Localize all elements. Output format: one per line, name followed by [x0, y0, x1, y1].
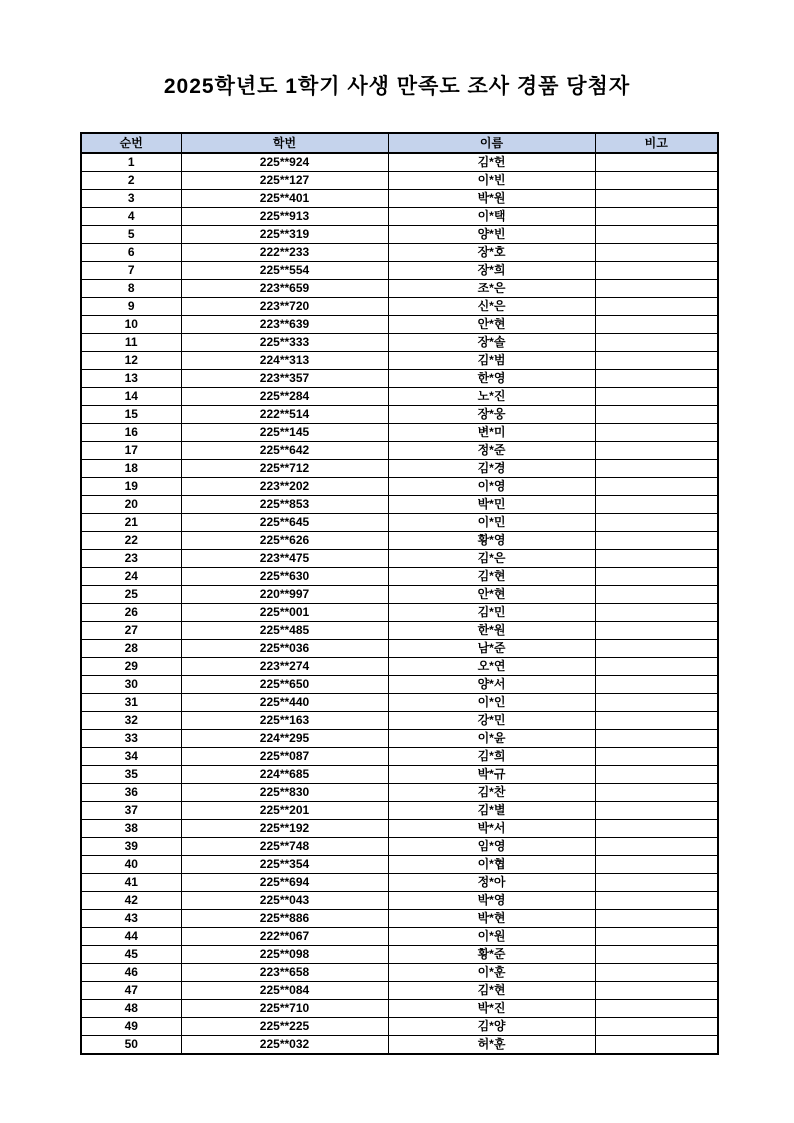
- name-cell: 박*진: [388, 1000, 595, 1018]
- student-id-cell: 225**440: [181, 694, 388, 712]
- remark-cell: [595, 442, 718, 460]
- column-header-student-id: 학번: [181, 133, 388, 153]
- remark-cell: [595, 406, 718, 424]
- table-row: [81, 532, 718, 550]
- seq-cell: 4: [81, 208, 181, 226]
- student-id-cell: 225**913: [181, 208, 388, 226]
- student-id-cell: 225**192: [181, 820, 388, 838]
- seq-cell: 28: [81, 640, 181, 658]
- remark-cell: [595, 478, 718, 496]
- remark-cell: [595, 496, 718, 514]
- remark-cell: [595, 153, 718, 172]
- remark-cell: [595, 208, 718, 226]
- name-cell: 김*은: [388, 550, 595, 568]
- seq-cell: 13: [81, 370, 181, 388]
- seq-cell: 45: [81, 946, 181, 964]
- student-id-cell: 225**748: [181, 838, 388, 856]
- seq-cell: 36: [81, 784, 181, 802]
- seq-cell: 29: [81, 658, 181, 676]
- student-id-cell: 223**720: [181, 298, 388, 316]
- table-row: [81, 550, 718, 568]
- remark-cell: [595, 316, 718, 334]
- seq-cell: 5: [81, 226, 181, 244]
- name-cell: 김*별: [388, 802, 595, 820]
- remark-cell: [595, 964, 718, 982]
- seq-cell: 9: [81, 298, 181, 316]
- student-id-cell: 225**145: [181, 424, 388, 442]
- name-cell: 박*영: [388, 892, 595, 910]
- seq-cell: 41: [81, 874, 181, 892]
- student-id-cell: 225**626: [181, 532, 388, 550]
- student-id-cell: 225**201: [181, 802, 388, 820]
- seq-cell: 24: [81, 568, 181, 586]
- seq-cell: 20: [81, 496, 181, 514]
- table-row: [81, 838, 718, 856]
- table-row: [81, 802, 718, 820]
- name-cell: 김*경: [388, 460, 595, 478]
- table-row: [81, 1036, 718, 1055]
- seq-cell: 22: [81, 532, 181, 550]
- table-row: [81, 478, 718, 496]
- winners-table: [80, 132, 719, 1055]
- seq-cell: 37: [81, 802, 181, 820]
- remark-cell: [595, 244, 718, 262]
- student-id-cell: 225**032: [181, 1036, 388, 1055]
- remark-cell: [595, 784, 718, 802]
- remark-cell: [595, 838, 718, 856]
- name-cell: 박*서: [388, 820, 595, 838]
- name-cell: 이*민: [388, 514, 595, 532]
- name-cell: 이*영: [388, 478, 595, 496]
- name-cell: 김*양: [388, 1018, 595, 1036]
- name-cell: 박*민: [388, 496, 595, 514]
- remark-cell: [595, 460, 718, 478]
- remark-cell: [595, 676, 718, 694]
- name-cell: 양*빈: [388, 226, 595, 244]
- student-id-cell: 223**658: [181, 964, 388, 982]
- table-row: [81, 982, 718, 1000]
- student-id-cell: 225**001: [181, 604, 388, 622]
- seq-cell: 14: [81, 388, 181, 406]
- remark-cell: [595, 748, 718, 766]
- student-id-cell: 225**127: [181, 172, 388, 190]
- remark-cell: [595, 946, 718, 964]
- column-header-name: 이름: [388, 133, 595, 153]
- name-cell: 박*현: [388, 910, 595, 928]
- seq-cell: 30: [81, 676, 181, 694]
- table-row: [81, 514, 718, 532]
- remark-cell: [595, 550, 718, 568]
- student-id-cell: 220**997: [181, 586, 388, 604]
- seq-cell: 50: [81, 1036, 181, 1055]
- table-row: [81, 568, 718, 586]
- seq-cell: 10: [81, 316, 181, 334]
- seq-cell: 42: [81, 892, 181, 910]
- table-row: [81, 658, 718, 676]
- student-id-cell: 223**475: [181, 550, 388, 568]
- remark-cell: [595, 928, 718, 946]
- student-id-cell: 225**642: [181, 442, 388, 460]
- seq-cell: 12: [81, 352, 181, 370]
- table-row: [81, 280, 718, 298]
- remark-cell: [595, 1036, 718, 1055]
- name-cell: 조*은: [388, 280, 595, 298]
- remark-cell: [595, 298, 718, 316]
- seq-cell: 44: [81, 928, 181, 946]
- seq-cell: 26: [81, 604, 181, 622]
- student-id-cell: 225**084: [181, 982, 388, 1000]
- seq-cell: 32: [81, 712, 181, 730]
- student-id-cell: 224**295: [181, 730, 388, 748]
- name-cell: 한*원: [388, 622, 595, 640]
- table-row: [81, 226, 718, 244]
- remark-cell: [595, 874, 718, 892]
- remark-cell: [595, 658, 718, 676]
- seq-cell: 7: [81, 262, 181, 280]
- name-cell: 임*영: [388, 838, 595, 856]
- name-cell: 남*준: [388, 640, 595, 658]
- seq-cell: 15: [81, 406, 181, 424]
- seq-cell: 8: [81, 280, 181, 298]
- student-id-cell: 225**098: [181, 946, 388, 964]
- student-id-cell: 224**313: [181, 352, 388, 370]
- name-cell: 노*진: [388, 388, 595, 406]
- seq-cell: 49: [81, 1018, 181, 1036]
- table-row: [81, 622, 718, 640]
- table-row: [81, 640, 718, 658]
- student-id-cell: 225**036: [181, 640, 388, 658]
- page-title: 2025학년도 1학기 사생 만족도 조사 경품 당첨자: [163, 75, 631, 98]
- name-cell: 김*찬: [388, 784, 595, 802]
- name-cell: 장*웅: [388, 406, 595, 424]
- name-cell: 이*인: [388, 694, 595, 712]
- student-id-cell: 225**830: [181, 784, 388, 802]
- name-cell: 이*훈: [388, 964, 595, 982]
- table-row: [81, 388, 718, 406]
- student-id-cell: 222**067: [181, 928, 388, 946]
- column-header-seq: 순번: [81, 133, 181, 153]
- table-row: [81, 424, 718, 442]
- student-id-cell: 225**319: [181, 226, 388, 244]
- remark-cell: [595, 586, 718, 604]
- student-id-cell: 224**685: [181, 766, 388, 784]
- remark-cell: [595, 712, 718, 730]
- remark-cell: [595, 622, 718, 640]
- student-id-cell: 225**554: [181, 262, 388, 280]
- table-row: [81, 910, 718, 928]
- name-cell: 오*연: [388, 658, 595, 676]
- student-id-cell: 225**694: [181, 874, 388, 892]
- remark-cell: [595, 280, 718, 298]
- seq-cell: 16: [81, 424, 181, 442]
- remark-cell: [595, 1000, 718, 1018]
- name-cell: 변*미: [388, 424, 595, 442]
- table-row: [81, 370, 718, 388]
- table-body: [81, 153, 718, 1054]
- remark-cell: [595, 172, 718, 190]
- seq-cell: 40: [81, 856, 181, 874]
- student-id-cell: 225**401: [181, 190, 388, 208]
- remark-cell: [595, 730, 718, 748]
- remark-cell: [595, 910, 718, 928]
- remark-cell: [595, 568, 718, 586]
- student-id-cell: 223**639: [181, 316, 388, 334]
- student-id-cell: 223**357: [181, 370, 388, 388]
- remark-cell: [595, 262, 718, 280]
- seq-cell: 21: [81, 514, 181, 532]
- student-id-cell: 225**924: [181, 153, 388, 172]
- student-id-cell: 225**163: [181, 712, 388, 730]
- remark-cell: [595, 604, 718, 622]
- student-id-cell: 222**233: [181, 244, 388, 262]
- student-id-cell: 225**645: [181, 514, 388, 532]
- name-cell: 박*원: [388, 190, 595, 208]
- remark-cell: [595, 190, 718, 208]
- name-cell: 김*현: [388, 568, 595, 586]
- name-cell: 강*민: [388, 712, 595, 730]
- table-row: [81, 730, 718, 748]
- student-id-cell: 223**202: [181, 478, 388, 496]
- seq-cell: 6: [81, 244, 181, 262]
- table-row: [81, 190, 718, 208]
- remark-cell: [595, 892, 718, 910]
- table-row: [81, 244, 718, 262]
- table-row: [81, 586, 718, 604]
- remark-cell: [595, 694, 718, 712]
- name-cell: 김*현: [388, 982, 595, 1000]
- name-cell: 정*아: [388, 874, 595, 892]
- name-cell: 황*영: [388, 532, 595, 550]
- seq-cell: 19: [81, 478, 181, 496]
- student-id-cell: 225**630: [181, 568, 388, 586]
- table-row: [81, 676, 718, 694]
- seq-cell: 3: [81, 190, 181, 208]
- seq-cell: 2: [81, 172, 181, 190]
- table-row: [81, 316, 718, 334]
- remark-cell: [595, 982, 718, 1000]
- name-cell: 양*서: [388, 676, 595, 694]
- table-row: [81, 208, 718, 226]
- name-cell: 이*빈: [388, 172, 595, 190]
- seq-cell: 34: [81, 748, 181, 766]
- student-id-cell: 225**650: [181, 676, 388, 694]
- seq-cell: 38: [81, 820, 181, 838]
- student-id-cell: 225**354: [181, 856, 388, 874]
- name-cell: 안*현: [388, 316, 595, 334]
- name-cell: 장*호: [388, 244, 595, 262]
- student-id-cell: 223**274: [181, 658, 388, 676]
- remark-cell: [595, 1018, 718, 1036]
- seq-cell: 47: [81, 982, 181, 1000]
- table-row: [81, 442, 718, 460]
- seq-cell: 48: [81, 1000, 181, 1018]
- remark-cell: [595, 802, 718, 820]
- student-id-cell: 225**886: [181, 910, 388, 928]
- remark-cell: [595, 514, 718, 532]
- name-cell: 이*윤: [388, 730, 595, 748]
- student-id-cell: 225**485: [181, 622, 388, 640]
- name-cell: 신*은: [388, 298, 595, 316]
- seq-cell: 17: [81, 442, 181, 460]
- table-row: [81, 712, 718, 730]
- seq-cell: 43: [81, 910, 181, 928]
- name-cell: 허*훈: [388, 1036, 595, 1055]
- table-row: [81, 766, 718, 784]
- name-cell: 김*범: [388, 352, 595, 370]
- remark-cell: [595, 532, 718, 550]
- student-id-cell: 225**043: [181, 892, 388, 910]
- remark-cell: [595, 334, 718, 352]
- seq-cell: 18: [81, 460, 181, 478]
- name-cell: 김*민: [388, 604, 595, 622]
- student-id-cell: 223**659: [181, 280, 388, 298]
- table-row: [81, 928, 718, 946]
- seq-cell: 33: [81, 730, 181, 748]
- table-row: [81, 964, 718, 982]
- table-row: [81, 820, 718, 838]
- table-row: [81, 262, 718, 280]
- remark-cell: [595, 856, 718, 874]
- seq-cell: 25: [81, 586, 181, 604]
- remark-cell: [595, 424, 718, 442]
- table-row: [81, 153, 718, 172]
- header-row: [81, 133, 718, 153]
- remark-cell: [595, 226, 718, 244]
- name-cell: 박*규: [388, 766, 595, 784]
- remark-cell: [595, 766, 718, 784]
- seq-cell: 35: [81, 766, 181, 784]
- student-id-cell: 225**712: [181, 460, 388, 478]
- table-row: [81, 946, 718, 964]
- table-row: [81, 604, 718, 622]
- student-id-cell: 225**087: [181, 748, 388, 766]
- name-cell: 이*택: [388, 208, 595, 226]
- name-cell: 장*솔: [388, 334, 595, 352]
- table-row: [81, 334, 718, 352]
- remark-cell: [595, 640, 718, 658]
- remark-cell: [595, 352, 718, 370]
- name-cell: 장*희: [388, 262, 595, 280]
- table-row: [81, 1000, 718, 1018]
- name-cell: 이*협: [388, 856, 595, 874]
- student-id-cell: 225**225: [181, 1018, 388, 1036]
- column-header-remarks: 비고: [595, 133, 718, 153]
- remark-cell: [595, 370, 718, 388]
- table-row: [81, 1018, 718, 1036]
- table-row: [81, 298, 718, 316]
- table-row: [81, 406, 718, 424]
- student-id-cell: 225**853: [181, 496, 388, 514]
- student-id-cell: 225**284: [181, 388, 388, 406]
- table-row: [81, 784, 718, 802]
- seq-cell: 11: [81, 334, 181, 352]
- name-cell: 한*영: [388, 370, 595, 388]
- seq-cell: 46: [81, 964, 181, 982]
- remark-cell: [595, 820, 718, 838]
- student-id-cell: 222**514: [181, 406, 388, 424]
- student-id-cell: 225**333: [181, 334, 388, 352]
- name-cell: 안*현: [388, 586, 595, 604]
- table-row: [81, 874, 718, 892]
- name-cell: 김*헌: [388, 153, 595, 172]
- table-row: [81, 748, 718, 766]
- remark-cell: [595, 388, 718, 406]
- table-row: [81, 892, 718, 910]
- seq-cell: 31: [81, 694, 181, 712]
- seq-cell: 27: [81, 622, 181, 640]
- table-row: [81, 460, 718, 478]
- table-row: [81, 496, 718, 514]
- seq-cell: 39: [81, 838, 181, 856]
- seq-cell: 1: [81, 153, 181, 172]
- seq-cell: 23: [81, 550, 181, 568]
- table-row: [81, 694, 718, 712]
- name-cell: 이*원: [388, 928, 595, 946]
- student-id-cell: 225**710: [181, 1000, 388, 1018]
- table-row: [81, 172, 718, 190]
- name-cell: 정*준: [388, 442, 595, 460]
- name-cell: 김*희: [388, 748, 595, 766]
- table-row: [81, 856, 718, 874]
- name-cell: 황*준: [388, 946, 595, 964]
- table-row: [81, 352, 718, 370]
